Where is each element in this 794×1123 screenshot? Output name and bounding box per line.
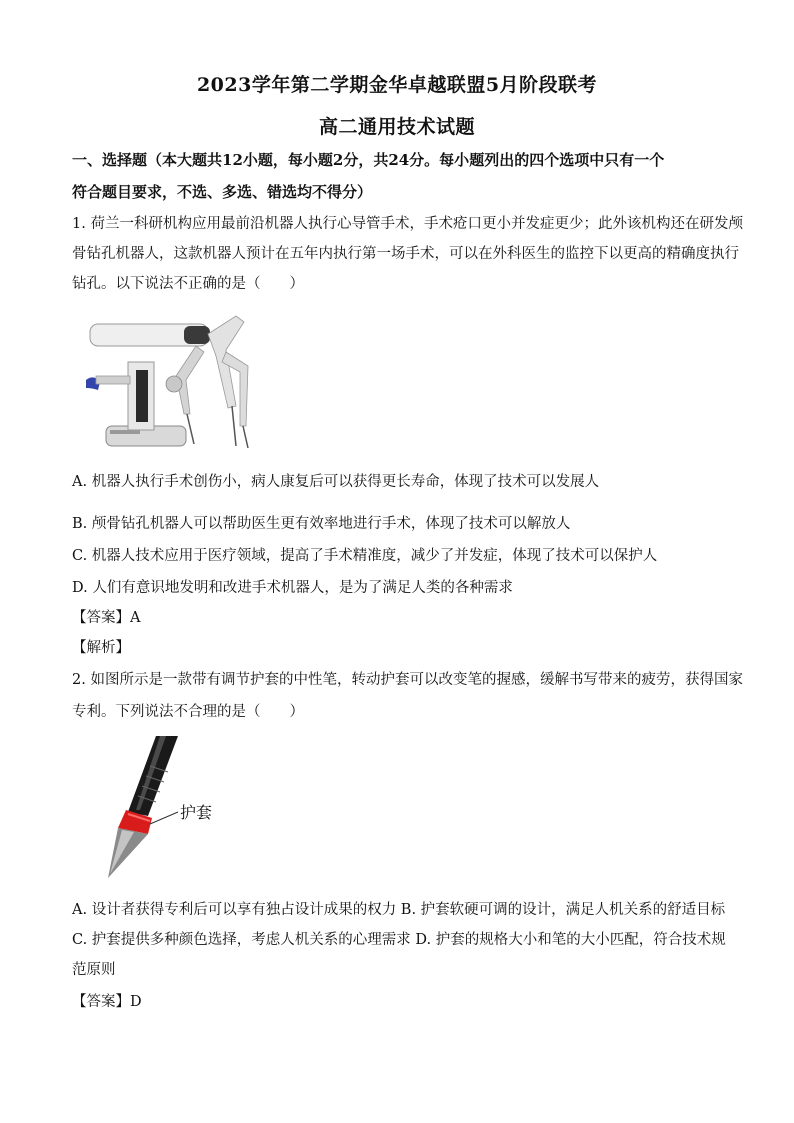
q1-option-d: D. 人们有意识地发明和改进手术机器人，是为了满足人类的各种需求 <box>72 580 513 596</box>
q2-options-line2: C. 护套提供多种颜色选择，考虑人机关系的心理需求 D. 护套的规格大小和笔的大小匹配，符合技术规 <box>72 932 726 948</box>
exam-title: 2023学年第二学期金华卓越联盟5月阶段联考 <box>196 74 598 96</box>
surgical-robot-figure <box>76 306 262 456</box>
sleeve-label: 护套 <box>180 803 213 822</box>
q1-stem-line1: 1. 荷兰一科研机构应用最前沿机器人执行心导管手术，手术疮口更小并发症更少；此外该机构还在研发颅 <box>72 216 743 232</box>
section-heading-line1: 一、选择题（本大题共12小题，每小题2分，共24分。每小题列出的四个选项中只有一个 <box>72 151 665 169</box>
q2-stem-line2: 专利。下列说法不合理的是（ ） <box>72 704 304 720</box>
q1-analysis: 【解析】 <box>72 640 130 656</box>
q1-stem-line3: 钻孔。以下说法不正确的是（ ） <box>72 276 304 292</box>
section-heading-line2: 符合题目要求，不选、多选、错选均不得分） <box>72 183 373 201</box>
exam-subtitle: 高二通用技术试题 <box>318 116 475 138</box>
q1-stem-line2: 骨钻孔机器人，这款机器人预计在五年内执行第一场手术，可以在外科医生的监控下以更高的精确度执行 <box>72 246 739 262</box>
pen-sleeve-figure <box>86 736 256 886</box>
q1-option-a: A. 机器人执行手术创伤小，病人康复后可以获得更长寿命，体现了技术可以发展人 <box>72 474 600 490</box>
q1-answer: 【答案】A <box>72 610 141 626</box>
q2-stem-line1: 2. 如图所示是一款带有调节护套的中性笔，转动护套可以改变笔的握感，缓解书写带来的疲劳，获得国家 <box>72 672 743 688</box>
q2-options-line3: 范原则 <box>72 962 116 978</box>
q1-option-b: B. 颅骨钻孔机器人可以帮助医生更有效率地进行手术，体现了技术可以解放人 <box>72 516 571 532</box>
q2-options-line1: A. 设计者获得专利后可以享有独占设计成果的权力 B. 护套软硬可调的设计，满足人机关系的舒适目标 <box>72 902 726 918</box>
q2-answer: 【答案】D <box>72 994 142 1010</box>
q1-option-c: C. 机器人技术应用于医疗领域，提高了手术精准度，减少了并发症，体现了技术可以保护人 <box>72 548 658 564</box>
